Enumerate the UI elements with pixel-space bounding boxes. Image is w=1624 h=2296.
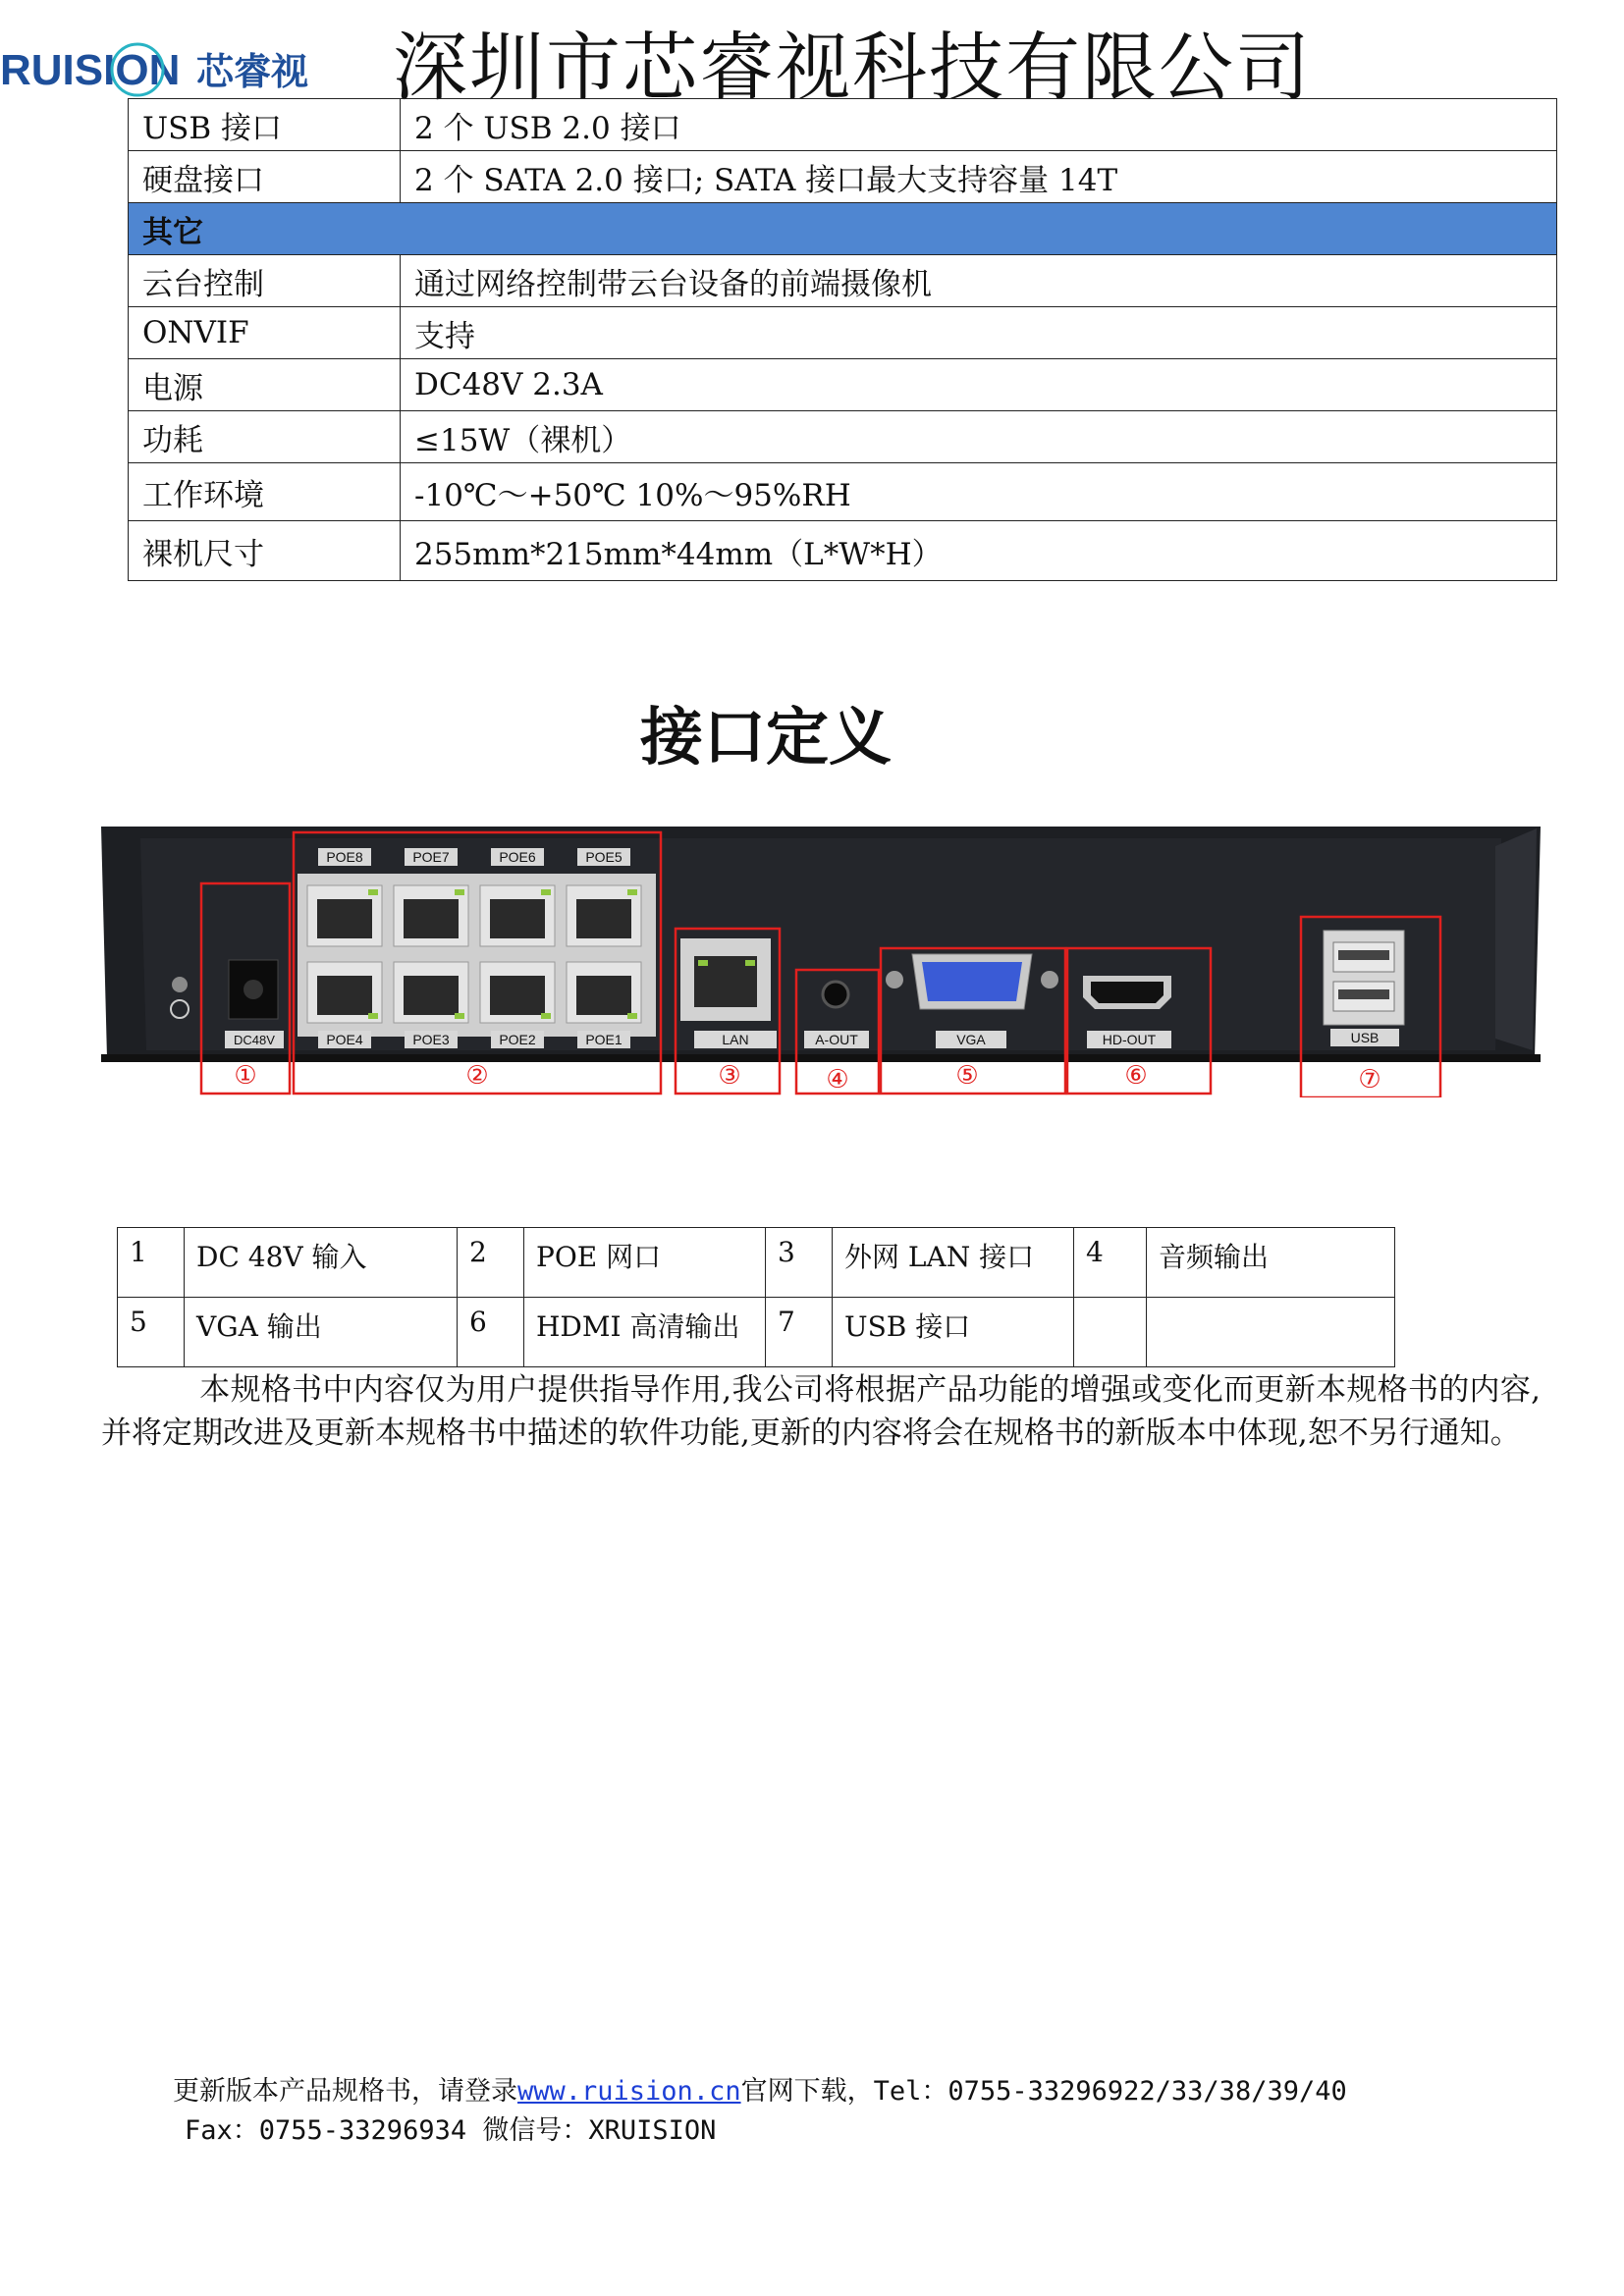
interface-label bbox=[1147, 1298, 1395, 1367]
interface-number: 7 bbox=[766, 1298, 833, 1367]
port-label: VGA bbox=[956, 1032, 986, 1047]
interface-number: 5 bbox=[118, 1298, 185, 1367]
logo-wordmark: RUISION bbox=[0, 46, 181, 94]
spec-row bbox=[129, 463, 1557, 521]
interface-number bbox=[1074, 1298, 1147, 1367]
spec-key: 工作环境 bbox=[129, 463, 401, 521]
spec-value: 支持 bbox=[401, 307, 1557, 359]
spec-value: 255mm*215mm*44mm（L*W*H） bbox=[401, 521, 1557, 581]
poe-label: POE7 bbox=[412, 849, 450, 865]
interface-number: 4 bbox=[1074, 1228, 1147, 1298]
port-label: HD-OUT bbox=[1102, 1032, 1157, 1047]
poe-label: POE6 bbox=[499, 849, 536, 865]
spec-value: 通过网络控制带云台设备的前端摄像机 bbox=[401, 255, 1557, 307]
footer-line-2: Fax：0755-33296934 微信号：XRUISION bbox=[185, 2115, 717, 2146]
poe-port bbox=[307, 962, 382, 1023]
interface-number: 2 bbox=[458, 1228, 524, 1298]
poe-port bbox=[394, 885, 468, 946]
spec-key: 硬盘接口 bbox=[129, 151, 401, 203]
poe-label: POE2 bbox=[499, 1032, 536, 1047]
device-rear-panel bbox=[101, 823, 1541, 1097]
interface-label: VGA 输出 bbox=[185, 1298, 458, 1367]
port-label: USB bbox=[1350, 1030, 1380, 1045]
port-label: LAN bbox=[722, 1032, 749, 1047]
poe-label: POE5 bbox=[585, 849, 623, 865]
spec-row bbox=[129, 151, 1557, 203]
spec-key: 裸机尺寸 bbox=[129, 521, 401, 581]
marker-1: ① bbox=[234, 1061, 257, 1091]
spec-row bbox=[129, 99, 1557, 151]
marker-5: ⑤ bbox=[955, 1061, 979, 1091]
interface-number: 3 bbox=[766, 1228, 833, 1298]
marker-6: ⑥ bbox=[1124, 1061, 1148, 1091]
spec-value: 2 个 SATA 2.0 接口; SATA 接口最大支持容量 14T bbox=[401, 151, 1557, 203]
port-label: DC48V bbox=[234, 1033, 275, 1047]
footer-line-1 bbox=[173, 2069, 1449, 2108]
spec-key: 电源 bbox=[129, 359, 401, 411]
footer-prefix: 更新版本产品规格书，请登录 bbox=[173, 2076, 517, 2107]
spec-key: ONVIF bbox=[129, 307, 401, 359]
poe-port bbox=[480, 962, 555, 1023]
section-title: 接口定义 bbox=[640, 701, 892, 774]
interface-label: POE 网口 bbox=[524, 1228, 766, 1298]
interface-row bbox=[118, 1228, 1395, 1298]
interface-label: DC 48V 输入 bbox=[185, 1228, 458, 1298]
audio-out-jack bbox=[823, 982, 848, 1007]
company-name: 深圳市芯睿视科技有限公司 bbox=[393, 24, 1312, 111]
disclaimer-text: 本规格书中内容仅为用户提供指导作用,我公司将根据产品功能的增强或变化而更新本规格书的内容,并将定期改进及更新本规格书中描述的软件功能,更新的内容将会在规格书的新版本中体现,恕不另行通知。 bbox=[101, 1372, 1541, 1451]
spec-row bbox=[129, 307, 1557, 359]
marker-3: ③ bbox=[718, 1061, 741, 1091]
spec-value: ≤15W（裸机） bbox=[401, 411, 1557, 463]
marker-2: ② bbox=[465, 1061, 489, 1091]
spec-row bbox=[129, 521, 1557, 581]
spec-key: 云台控制 bbox=[129, 255, 401, 307]
ground-screw-icon bbox=[172, 977, 188, 992]
spec-section-heading: 其它 bbox=[129, 203, 1557, 255]
disclaimer-paragraph bbox=[101, 1368, 1541, 1455]
interface-table bbox=[117, 1227, 1395, 1367]
interface-row bbox=[118, 1298, 1395, 1367]
spec-key: 功耗 bbox=[129, 411, 401, 463]
poe-label: POE3 bbox=[412, 1032, 450, 1047]
marker-4: ④ bbox=[826, 1065, 849, 1095]
spec-row bbox=[129, 411, 1557, 463]
footer-suffix: 官网下载，Tel：0755-33296922/33/38/39/40 bbox=[740, 2076, 1347, 2107]
poe-port bbox=[480, 885, 555, 946]
spec-row bbox=[129, 359, 1557, 411]
logo-cn: 芯睿视 bbox=[196, 50, 309, 93]
interface-label: 外网 LAN 接口 bbox=[833, 1228, 1074, 1298]
interface-number: 1 bbox=[118, 1228, 185, 1298]
poe-port bbox=[567, 962, 641, 1023]
spec-table bbox=[128, 98, 1557, 581]
interface-label: HDMI 高清输出 bbox=[524, 1298, 766, 1367]
poe-port bbox=[394, 962, 468, 1023]
port-label: A-OUT bbox=[815, 1032, 858, 1047]
interface-number: 6 bbox=[458, 1298, 524, 1367]
spec-value: -10℃～+50℃ 10%～95%RH bbox=[401, 463, 1557, 521]
spec-row bbox=[129, 255, 1557, 307]
spec-value: 2 个 USB 2.0 接口 bbox=[401, 99, 1557, 151]
marker-7: ⑦ bbox=[1358, 1065, 1381, 1095]
spec-value: DC48V 2.3A bbox=[401, 359, 1557, 411]
spec-key: USB 接口 bbox=[129, 99, 401, 151]
poe-label: POE1 bbox=[585, 1032, 623, 1047]
poe-port bbox=[307, 885, 382, 946]
interface-label: 音频输出 bbox=[1147, 1228, 1395, 1298]
interface-label: USB 接口 bbox=[833, 1298, 1074, 1367]
website-link[interactable]: www.ruision.cn bbox=[517, 2076, 741, 2107]
poe-label: POE8 bbox=[326, 849, 363, 865]
spec-section-row bbox=[129, 203, 1557, 255]
poe-label: POE4 bbox=[326, 1032, 363, 1047]
poe-port bbox=[567, 885, 641, 946]
